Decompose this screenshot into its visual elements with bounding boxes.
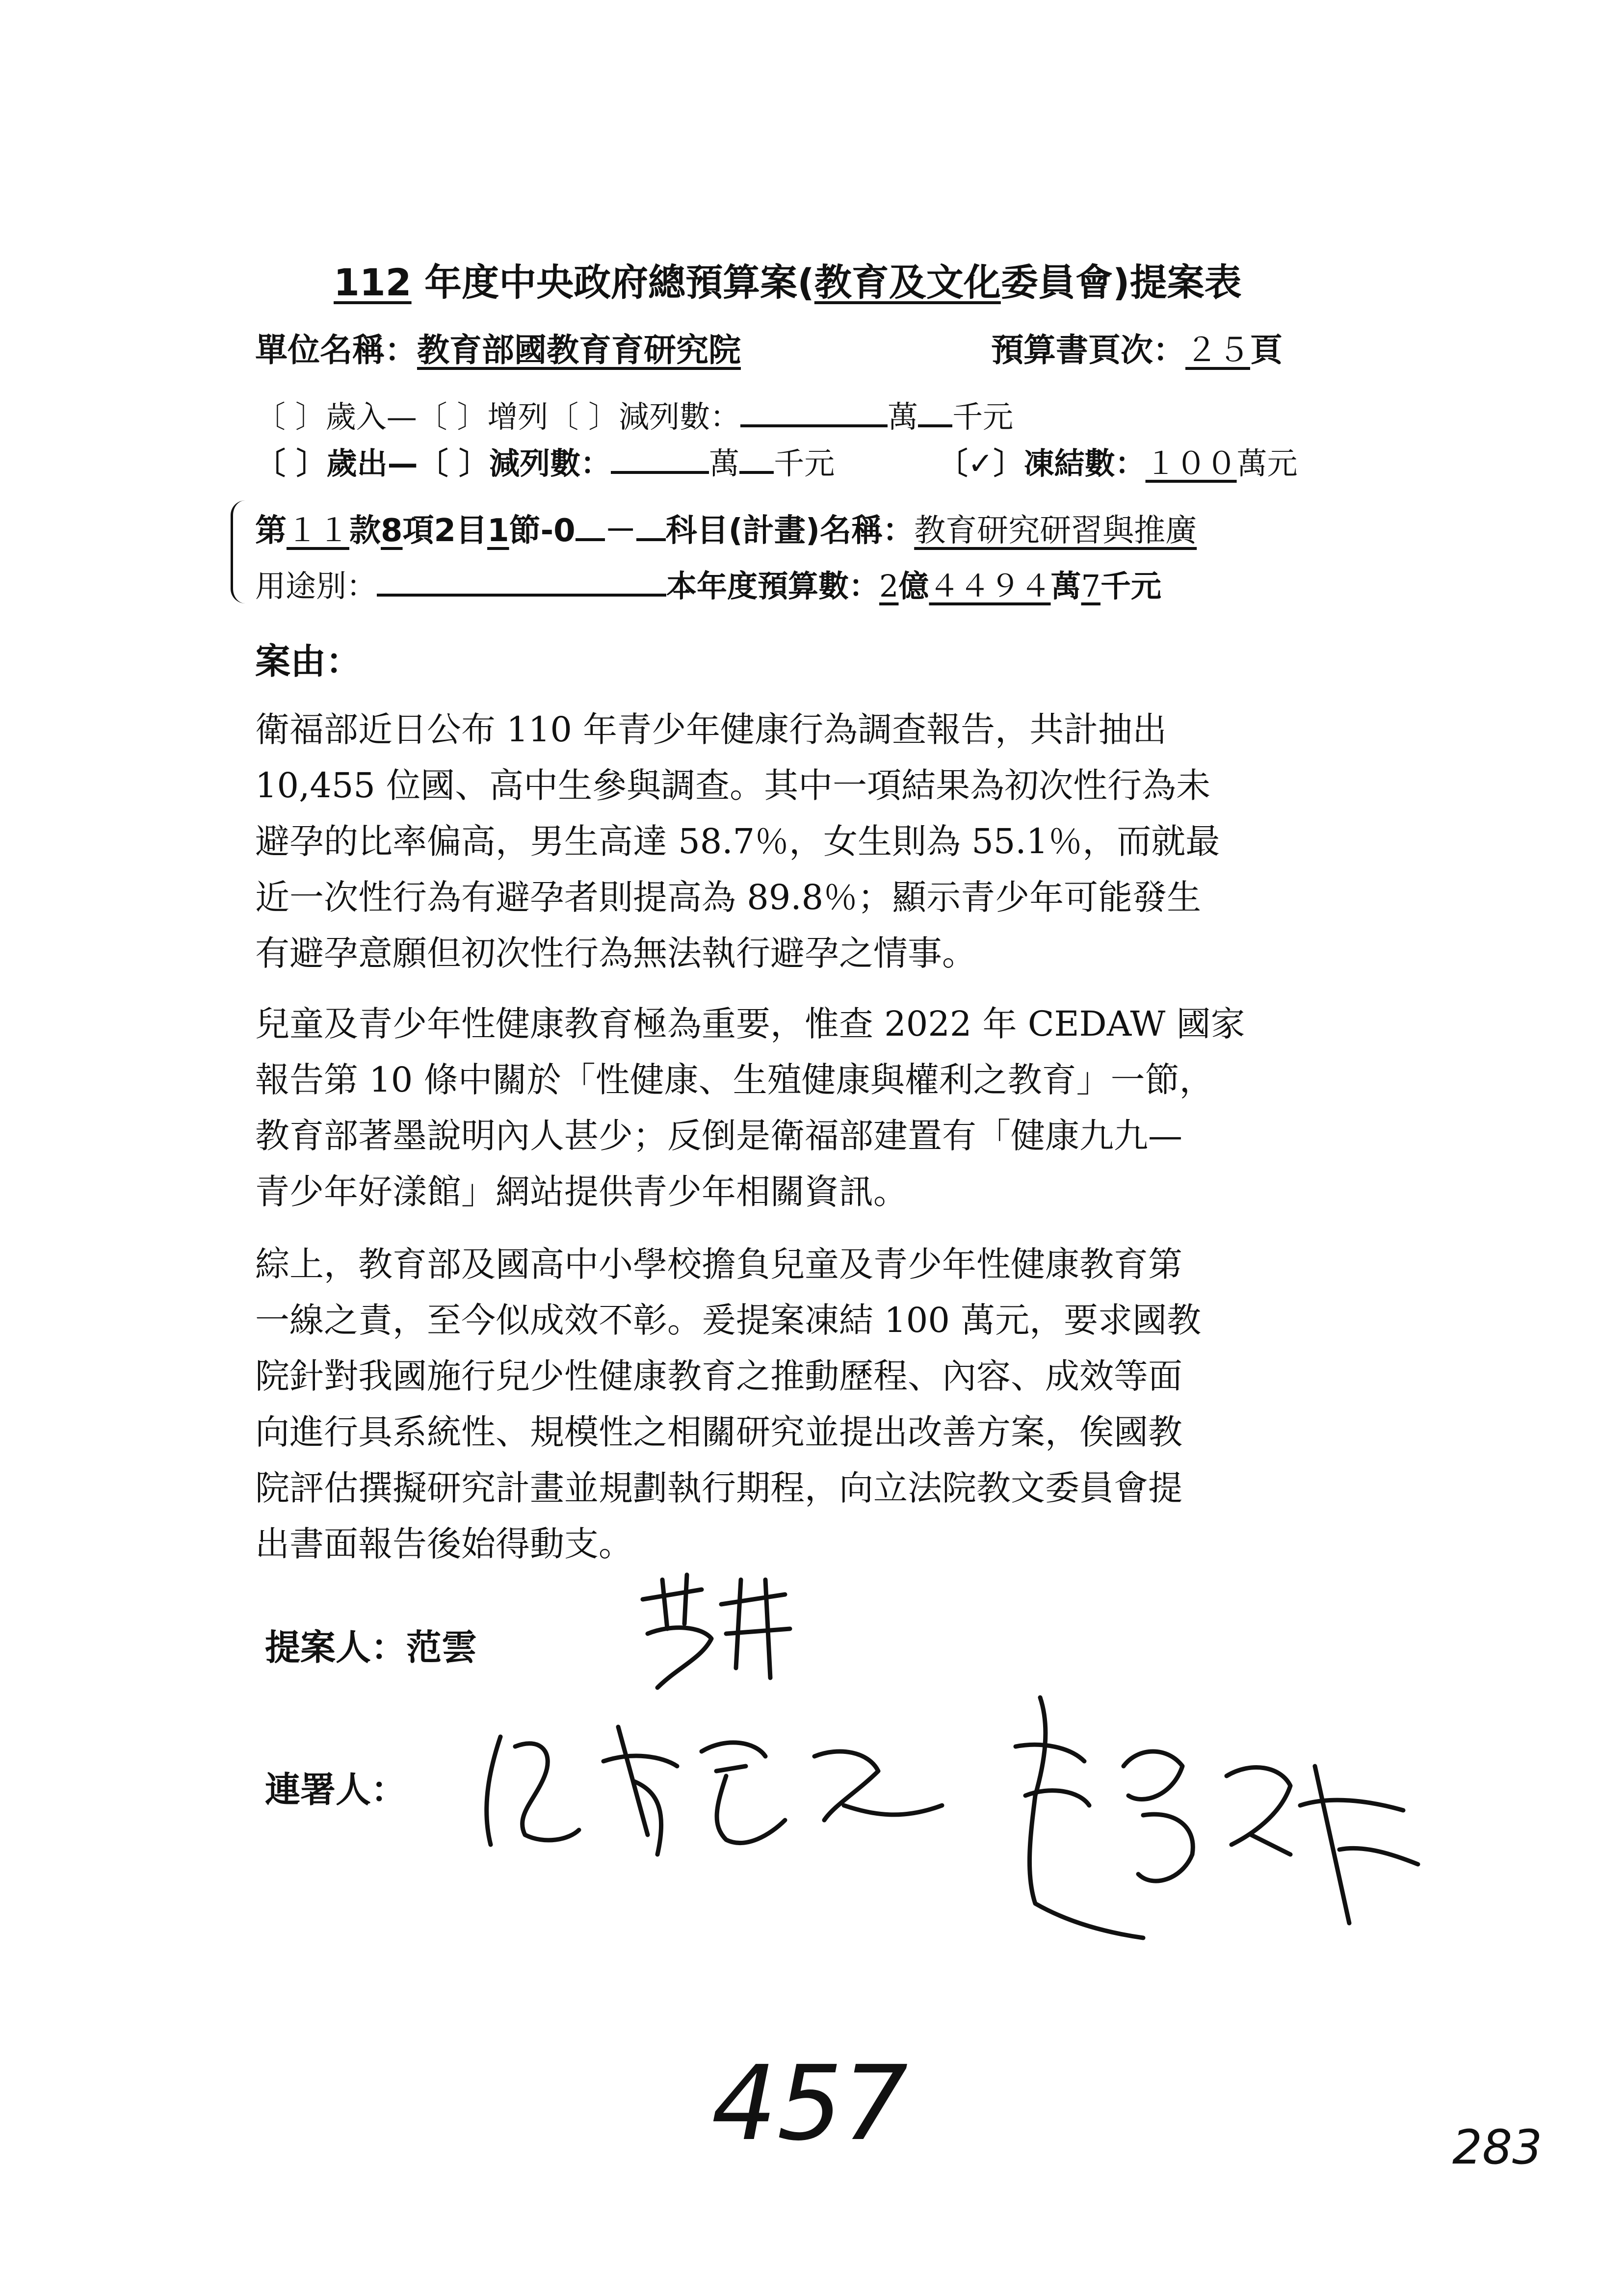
budget-yi-unit: 億 <box>898 568 929 604</box>
title-part1: 年度中央政府總預算案( <box>411 261 814 304</box>
proposer-label: 提案人： <box>265 1627 407 1668</box>
item-kuan-label: 款 <box>349 513 381 549</box>
item-xiang: 8 <box>381 513 403 549</box>
case-paragraph-2 <box>255 996 1393 1220</box>
page-label: 預算書頁次： <box>991 331 1185 369</box>
freeze-label: 〔✓〕凍結數： <box>937 445 1146 481</box>
proposer-line <box>265 1619 477 1670</box>
unit-row <box>255 324 1325 370</box>
expense-wan-unit: 萬 <box>709 445 740 481</box>
budget-label: 本年度預算數： <box>666 568 880 604</box>
unit-name: 教育部國教育育研究院 <box>417 331 741 369</box>
revenue-wan-unit: 萬 <box>888 399 918 435</box>
title-part2: 委員會)提案表 <box>1000 261 1242 304</box>
proposer-name: 范雲 <box>406 1627 477 1668</box>
use-blank <box>377 564 666 597</box>
item-name-label: 科目(計畫)名稱： <box>665 513 915 549</box>
item-kuan: １１ <box>287 513 349 549</box>
title-year: 112 <box>334 261 412 304</box>
cosigner-signature-2 <box>996 1688 1428 1943</box>
expense-options: 〔 〕歲出—〔 〕減列數： <box>255 445 611 481</box>
revenue-options: 〔 〕歲入—〔 〕增列〔 〕減列數： <box>255 399 741 435</box>
paragraph-line: 院評估撰擬研究計畫並規劃執行期程，向立法院教文委員會提 <box>255 1468 1182 1508</box>
item-row <box>255 505 1197 550</box>
paragraph-line: 報告第 10 條中關於「性健康、生殖健康與權利之教育」一節， <box>255 1060 1214 1100</box>
page-number: ２５ <box>1185 331 1250 369</box>
budget-yi: 2 <box>879 568 899 604</box>
unit-label: 單位名稱： <box>255 331 417 369</box>
page-number-handwriting: 457 <box>711 2043 908 2164</box>
revenue-row <box>255 392 1013 436</box>
item-prefix: 第 <box>255 513 287 549</box>
case-heading: 案由： <box>255 641 362 682</box>
use-row <box>255 562 1161 605</box>
freeze-unit: 萬元 <box>1236 445 1298 481</box>
budget-qian: 7 <box>1081 568 1100 604</box>
handwritten-page-number <box>707 2026 981 2242</box>
use-label: 用途別： <box>255 568 377 604</box>
cosigner-label: 連署人： <box>265 1769 407 1810</box>
case-paragraph-3 <box>255 1236 1393 1572</box>
paragraph-line: 一線之責，至今似成效不彰。爰提案凍結 100 萬元，要求國教 <box>255 1300 1202 1340</box>
item-jie-label: 節-0 <box>509 513 576 549</box>
expense-wan-blank <box>611 442 709 474</box>
budget-wan: ４４９４ <box>929 568 1051 604</box>
item-jie: 1 <box>487 513 509 549</box>
cosigner-signature-1 <box>471 1707 952 1874</box>
revenue-qian-unit: 千元 <box>952 399 1014 435</box>
item-blank-2 <box>636 509 666 541</box>
item-dash: － <box>604 513 636 549</box>
item-bracket <box>231 500 253 603</box>
freeze-value: １００ <box>1145 445 1237 481</box>
paragraph-line: 出書面報告後始得動支。 <box>255 1524 633 1564</box>
proposer-signature <box>628 1570 805 1697</box>
paragraph-line: 有避孕意願但初次性行為無法執行避孕之情事。 <box>255 933 976 973</box>
paragraph-line: 衛福部近日公布 110 年青少年健康行為調查報告，共計抽出 <box>255 709 1167 750</box>
paragraph-line: 向進行具系統性、規模性之相關研究並提出改善方案，俟國教 <box>255 1412 1182 1452</box>
item-name: 教育研究研習與推廣 <box>914 513 1197 549</box>
paragraph-line: 10,455 位國、高中生參與調查。其中一項結果為初次性行為未 <box>255 765 1211 806</box>
paragraph-line: 兒童及青少年性健康教育極為重要，惟查 2022 年 CEDAW 國家 <box>255 1004 1245 1044</box>
expense-qian-blank <box>739 442 774 474</box>
handwritten-corner-number <box>1452 2119 1580 2188</box>
budget-qian-unit: 千元 <box>1100 568 1161 604</box>
expense-qian-unit: 千元 <box>774 445 835 481</box>
revenue-qian-blank <box>918 395 952 427</box>
budget-wan-unit: 萬 <box>1050 568 1081 604</box>
title-committee: 教育及文化 <box>814 261 1001 304</box>
corner-number-handwriting: 283 <box>1452 2120 1543 2175</box>
page-unit: 頁 <box>1250 331 1283 369</box>
expense-row <box>255 439 1298 483</box>
paragraph-line: 青少年好漾館」網站提供青少年相關資訊。 <box>255 1172 908 1212</box>
paragraph-line: 綜上，教育部及國高中小學校擔負兒童及青少年性健康教育第 <box>255 1244 1182 1284</box>
paragraph-line: 教育部著墨說明內人甚少；反倒是衛福部建置有「健康九九— <box>255 1116 1182 1156</box>
item-xiang-mu: 項2目 <box>402 513 488 549</box>
revenue-wan-blank <box>740 395 888 427</box>
paragraph-line: 避孕的比率偏高，男生高達 58.7％，女生則為 55.1％，而就最 <box>255 821 1220 861</box>
paragraph-line: 近一次性行為有避孕者則提高為 89.8％；顯示青少年可能發生 <box>255 877 1202 917</box>
paragraph-line: 院針對我國施行兒少性健康教育之推動歷程、內容、成效等面 <box>255 1356 1182 1396</box>
item-blank-1 <box>576 509 605 541</box>
budget-page-ref <box>991 324 1283 370</box>
document-title <box>334 253 1242 306</box>
case-paragraph-1 <box>255 702 1393 981</box>
